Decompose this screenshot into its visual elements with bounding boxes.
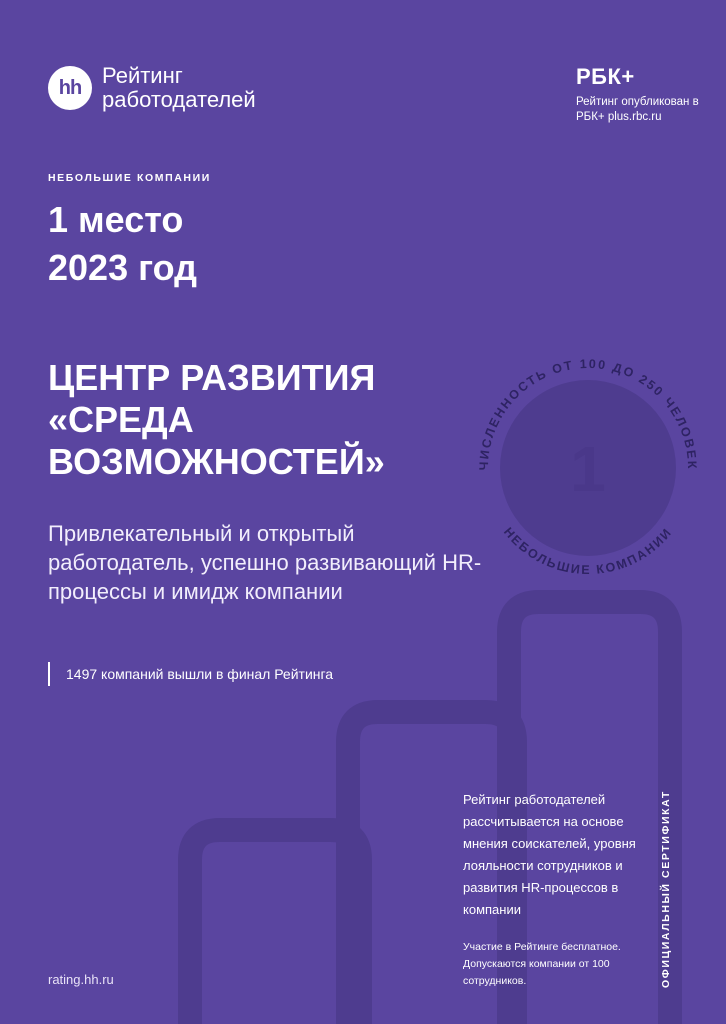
methodology-text: Рейтинг работодателей рассчитывается на основе мнения соискателей, уровня лояльности сотрудников и развития HR-процессов в компании (463, 792, 636, 917)
award-category: НЕБОЛЬШИЕ КОМПАНИИ (48, 172, 211, 184)
site-link[interactable]: rating.hh.ru (48, 972, 114, 987)
participation-text: Участие в Рейтинге бесплатное. Допускаются компании от 100 сотрудников. (463, 941, 621, 987)
badge-seal (468, 348, 708, 588)
place-text: 1 место (48, 199, 184, 240)
badge-number: 1 (570, 433, 606, 505)
year-text: 2023 год (48, 247, 197, 288)
award-description: Привлекательный и открытый работодатель, успешно развивающий HR-процессы и имидж компании (48, 521, 482, 604)
rbc-logo: РБК+ (576, 64, 635, 89)
badge-ring-bottom: НЕБОЛЬШИЕ КОМПАНИИ (500, 524, 676, 578)
hh-logo: hh (48, 66, 92, 110)
company-name: ЦЕНТР РАЗВИТИЯ «СРЕДА ВОЗМОЖНОСТЕЙ» (48, 357, 385, 482)
rbc-publication-note: Рейтинг опубликован в РБК+ plus.rbc.ru (576, 96, 699, 123)
brand-title: Рейтинг работодателей (102, 63, 256, 112)
award-place (48, 196, 348, 292)
badge-ring-top: ЧИСЛЕННОСТЬ ОТ 100 ДО 250 ЧЕЛОВЕК (476, 356, 700, 471)
certificate-label: ОФИЦИАЛЬНЫЙ СЕРТИФИКАТ (660, 790, 672, 988)
finalists-note: 1497 компаний вышли в финал Рейтинга (48, 662, 466, 686)
